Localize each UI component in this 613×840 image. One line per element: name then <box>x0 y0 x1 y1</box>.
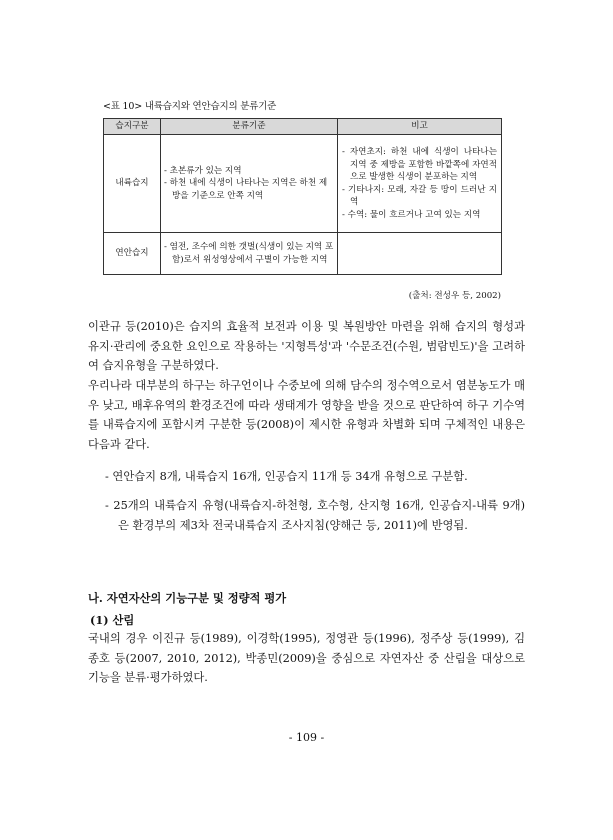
list-item: - 초본류가 있는 지역 <box>164 165 242 176</box>
classification-table <box>103 118 502 275</box>
header-wetland-type: 습지구분 <box>104 119 161 135</box>
list-item: - 염전, 조수에 의한 갯벌(식생이 있는 지역 포함)로서 위성영상에서 구별이 가능한 지역 <box>164 242 334 265</box>
list-item: - 25개의 내륙습지 유형(내륙습지-하천형, 호수형, 산지형 16개, 인공습지-내륙 9개)은 환경부의 제3차 전국내륙습지 조사지침(양해근 등, 2011)에 반영됨. <box>105 498 525 532</box>
list-item: - 기타나지: 모래, 자갈 등 땅이 드러난 지역 <box>342 184 497 207</box>
table-row <box>104 135 502 233</box>
table-header-row <box>104 119 502 135</box>
row-type-inland: 내륙습지 <box>104 135 161 233</box>
list-item: - 연안습지 8개, 내륙습지 16개, 인공습지 11개 등 34개 유형으로 구분함. <box>105 470 468 483</box>
paragraph: 우리나라 대부분의 하구는 하구언이나 수중보에 의해 담수의 정수역으로서 염분농도가 매우 낮고, 배후유역의 환경조건에 따라 생태계가 영향을 받을 것으로 판단하여 하구 기수역를 내륙습지에 포함시켜 구분한 등(2008)이 제시한 유형과 차별화 되며 구체적인 내용은 다음과 같다. <box>88 379 525 451</box>
notes-cell <box>338 233 502 275</box>
header-notes: 비고 <box>338 119 502 135</box>
table-row <box>104 233 502 275</box>
notes-cell <box>338 135 502 233</box>
list-item: - 하천 내에 식생이 나타나는 지역은 하천 제방을 기준으로 안쪽 지역 <box>164 178 328 201</box>
criteria-cell <box>161 135 338 233</box>
row-type-coastal: 연안습지 <box>104 233 161 275</box>
paragraph: 이관규 등(2010)은 습지의 효율적 보전과 이용 및 복원방안 마련을 위해 습지의 형성과 유지·관리에 중요한 요인으로 작용하는 '지형특성'과 '수문조건(수원, 범람빈도)'을 고려하여 습지유형을 구분하였다. <box>88 320 525 373</box>
header-criteria: 분류기준 <box>161 119 338 135</box>
page-number: - 109 - <box>288 731 325 744</box>
criteria-cell <box>161 233 338 275</box>
section-title: 나. 자연자산의 기능구분 및 정량적 평가 <box>88 591 287 605</box>
bullet-list <box>105 467 525 544</box>
table-caption: <표 10> 내륙습지와 연안습지의 분류기준 <box>103 101 277 112</box>
list-item: - 수역: 물이 흐르거나 고여 있는 지역 <box>342 209 481 220</box>
paragraph: 국내의 경우 이진규 등(1989), 이경학(1995), 정영관 등(1996), 정주상 등(1999), 김종호 등(2007, 2010, 2012), 박종민(2009)을 중심으로 자연자산 중 산림을 대상으로 기능을 분류·평가하였다. <box>88 632 525 685</box>
table-source: (출처: 전성우 등, 2002) <box>408 291 501 301</box>
list-item: - 자연초지: 하천 내에 식생이 나타나는 지역 중 제방을 포함한 바깥쪽에 자연적으로 발생한 식생이 분포하는 지역 <box>342 147 497 182</box>
subsection-title: (1) 산림 <box>90 613 135 627</box>
